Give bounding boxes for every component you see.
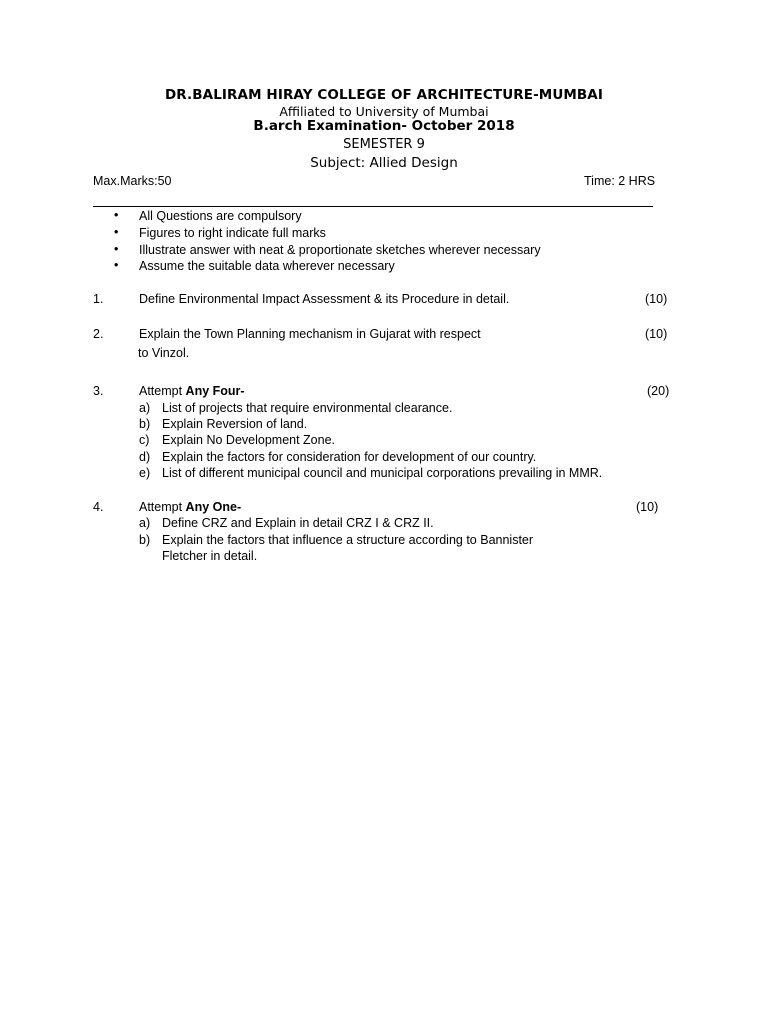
question-text: Explain the Town Planning mechanism in Gujarat with respect — [139, 327, 481, 341]
question-heading — [139, 384, 245, 398]
sub-question-text: Explain the factors that influence a structure according to Bannister — [162, 533, 534, 547]
question-text-continued: to Vinzol. — [138, 346, 190, 360]
question-number: 2. — [93, 327, 104, 341]
sub-question-text-continued: Fletcher in detail. — [162, 549, 258, 563]
question-number: 3. — [93, 384, 104, 398]
exam-title: B.arch Examination- October 2018 — [253, 118, 515, 134]
time-allowed: Time: 2 HRS — [584, 174, 656, 188]
sub-label: a) — [139, 516, 151, 530]
college-name: DR.BALIRAM HIRAY COLLEGE OF ARCHITECTURE-MUMBAI — [165, 87, 603, 103]
question-marks: (10) — [636, 500, 659, 514]
sub-question-text: Explain Reversion of land. — [162, 417, 308, 431]
sub-question-text: Explain No Development Zone. — [162, 433, 336, 447]
affiliation: Affiliated to University of Mumbai — [279, 104, 489, 119]
question-prefix: Attempt — [139, 384, 186, 398]
question-number: 4. — [93, 500, 104, 514]
sub-label: b) — [139, 533, 151, 547]
instruction-item: Assume the suitable data wherever necessary — [139, 259, 395, 273]
instruction-item: Illustrate answer with neat & proportionate sketches wherever necessary — [139, 243, 541, 257]
sub-label: d) — [139, 450, 151, 464]
bullet-icon: • — [114, 242, 119, 256]
sub-label: a) — [139, 401, 151, 415]
header-rule — [93, 206, 653, 207]
sub-label: b) — [139, 417, 151, 431]
question-emphasis: Any One- — [185, 500, 242, 514]
question-prefix: Attempt — [139, 500, 186, 514]
sub-question-text: List of projects that require environmental clearance. — [162, 401, 453, 415]
max-marks: Max.Marks:50 — [93, 174, 172, 188]
sub-label: c) — [139, 433, 150, 447]
question-emphasis: Any Four- — [185, 384, 245, 398]
question-number: 1. — [93, 292, 104, 306]
subject: Subject: Allied Design — [310, 155, 458, 171]
question-heading — [139, 500, 241, 514]
bullet-icon: • — [114, 225, 119, 239]
instruction-item: All Questions are compulsory — [139, 209, 302, 223]
sub-label: e) — [139, 466, 151, 480]
instruction-item: Figures to right indicate full marks — [139, 226, 326, 240]
sub-question-text: List of different municipal council and municipal corporations prevailing in MMR. — [162, 466, 603, 480]
bullet-icon: • — [114, 208, 119, 222]
question-marks: (10) — [645, 292, 668, 306]
semester: SEMESTER 9 — [343, 137, 425, 152]
sub-question-text: Define CRZ and Explain in detail CRZ I & CRZ II. — [162, 516, 434, 530]
question-marks: (10) — [645, 327, 668, 341]
sub-question-text: Explain the factors for consideration for development of our country. — [162, 450, 537, 464]
bullet-icon: • — [114, 258, 119, 272]
question-marks: (20) — [647, 384, 670, 398]
question-text: Define Environmental Impact Assessment & its Procedure in detail. — [139, 292, 510, 306]
